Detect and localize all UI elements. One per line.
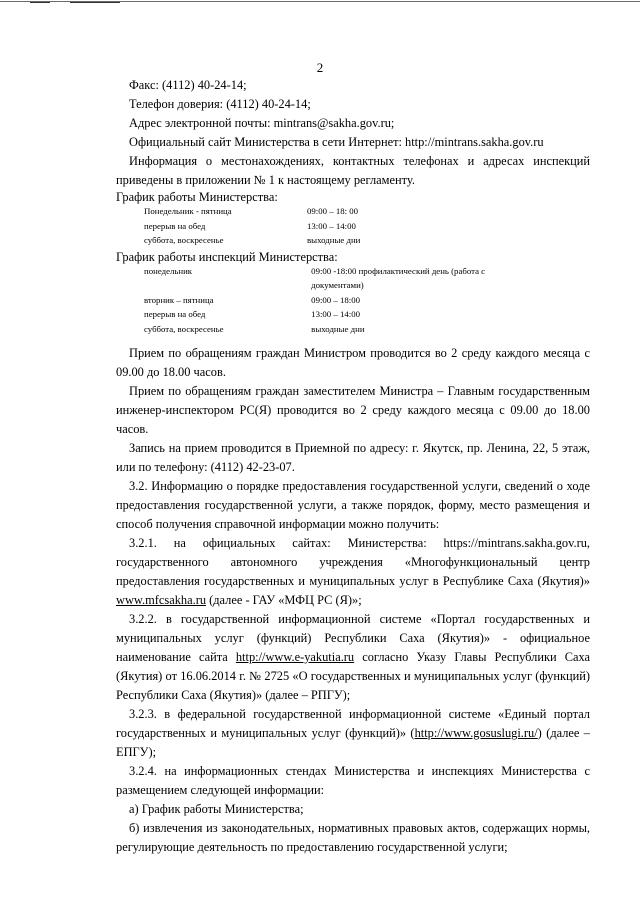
item-3-2-1-text: 3.2.1. на официальных сайтах: Министерства: https://mintrans.sakha.gov.ru, государственного автономного учреждения «Многофункциональный центр предоставления государственных и муниципальных услуг в Республике Саха (Якутия)» bbox=[116, 536, 590, 588]
inspections-schedule-table bbox=[116, 264, 536, 337]
schedule-time: 09:00 -18:00 профилактический день (работа с документами) bbox=[311, 265, 486, 290]
ministry-schedule-table bbox=[116, 204, 536, 248]
mfc-link[interactable]: www.mfcsakha.ru bbox=[116, 593, 207, 607]
schedule-day: вторник – пятница bbox=[144, 294, 214, 305]
schedule-row bbox=[116, 233, 536, 248]
email-line: Адрес электронной почты: mintrans@sakha.gov.ru; bbox=[129, 116, 395, 130]
item-3-2-1 bbox=[116, 534, 590, 610]
section-3-2-intro: 3.2. Информацию о порядке предоставления государственной услуги, сведений о ходе предоставления государственной услуги, а также порядок, форму, место размещения и способ получения справочной информации можно получить: bbox=[116, 479, 590, 531]
item-3-2-2-after: согласно Указу Главы Республики Саха (Якутия) от 16.06.2014 г. № 2725 «О государственных и муниципальных услуг (функций) Республики Саха (Якутия)» (далее – РПГУ); bbox=[116, 650, 590, 702]
schedule-time: 13:00 – 14:00 bbox=[307, 220, 356, 231]
gosuslugi-link[interactable]: http://www.gosuslugi.ru/ bbox=[414, 726, 538, 740]
deputy-reception-paragraph: Прием по обращениям граждан заместителем Министра – Главным государственным инженер-инспектором РС(Я) проводится во 2 среду каждого месяца с 09.00 до 18.00 часов. bbox=[116, 384, 590, 436]
item-3-2-2 bbox=[116, 610, 590, 705]
inspections-schedule-title: График работы инспекций Министерства: bbox=[116, 249, 338, 264]
schedule-day: Понедельник - пятница bbox=[144, 206, 232, 216]
sub-item-b: б) извлечения из законодательных, нормативных правовых актов, содержащих нормы, регулирующие деятельность по предоставлению государственной услуги; bbox=[116, 821, 590, 854]
schedule-day: суббота, воскресенье bbox=[144, 323, 224, 334]
appointment-paragraph: Запись на прием проводится в Приемной по адресу: г. Якутск, пр. Ленина, 22, 5 этаж, или по телефону: (4112) 42-23-07. bbox=[116, 441, 590, 474]
schedule-time: выходные дни bbox=[311, 323, 365, 334]
schedule-row bbox=[116, 204, 536, 219]
schedule-row bbox=[116, 264, 536, 293]
schedule-row bbox=[116, 322, 536, 337]
item-3-2-3-text: 3.2.3. в федеральной государственной информационной системе «Единый портал государственных и муниципальных услуг (функций)» ( bbox=[116, 707, 590, 740]
scan-edge bbox=[0, 0, 640, 5]
schedule-day: перерыв на обед bbox=[144, 309, 206, 319]
website-line: Официальный сайт Министерства в сети Интернет: http://mintrans.sakha.gov.ru bbox=[129, 135, 544, 149]
scan-dash bbox=[30, 2, 50, 3]
scan-dash bbox=[70, 2, 120, 3]
minister-reception-paragraph: Прием по обращениям граждан Министром проводится во 2 среду каждого месяца с 09.00 до 18.00 часов. bbox=[116, 346, 590, 379]
schedule-time: 09:00 – 18: 00 bbox=[307, 206, 359, 216]
page-number: 2 bbox=[316, 60, 324, 75]
item-3-2-3-after: ) (далее – ЕПГУ); bbox=[116, 726, 590, 759]
item-3-2-2-text: 3.2.2. в государственной информационной системе «Портал государственных и муниципальных услуг (функций) Республики Саха (Якутия)» - официальное наименование сайта bbox=[116, 612, 590, 664]
document-body bbox=[116, 76, 590, 857]
item-3-2-1-after: (далее - ГАУ «МФЦ РС (Я)»; bbox=[206, 593, 362, 607]
hotline-line: Телефон доверия: (4112) 40-24-14; bbox=[129, 97, 311, 111]
schedule-day: суббота, воскресенье bbox=[144, 235, 224, 245]
schedule-time: выходные дни bbox=[307, 235, 361, 245]
schedule-day: понедельник bbox=[144, 265, 193, 276]
schedule-row bbox=[116, 219, 536, 234]
schedule-time: 09:00 – 18:00 bbox=[311, 294, 361, 305]
sub-item-a: а) График работы Министерства; bbox=[129, 802, 304, 816]
fax-line: Факс: (4112) 40-24-14; bbox=[129, 78, 247, 92]
item-3-2-3 bbox=[116, 705, 590, 762]
schedule-time: 13:00 – 14:00 bbox=[311, 309, 361, 319]
e-yakutia-link[interactable]: http://www.e-yakutia.ru bbox=[235, 650, 355, 664]
item-3-2-4: 3.2.4. на информационных стендах Министерства и инспекциях Министерства с размещением следующей информации: bbox=[116, 764, 590, 797]
ministry-schedule-title: График работы Министерства: bbox=[116, 190, 278, 204]
schedule-day: перерыв на обед bbox=[144, 220, 206, 231]
inspections-info-paragraph: Информация о местонахождениях, контактных телефонах и адресах инспекций приведены в приложении № 1 к настоящему регламенту. bbox=[116, 154, 590, 187]
schedule-row bbox=[116, 307, 536, 322]
schedule-row bbox=[116, 293, 536, 308]
